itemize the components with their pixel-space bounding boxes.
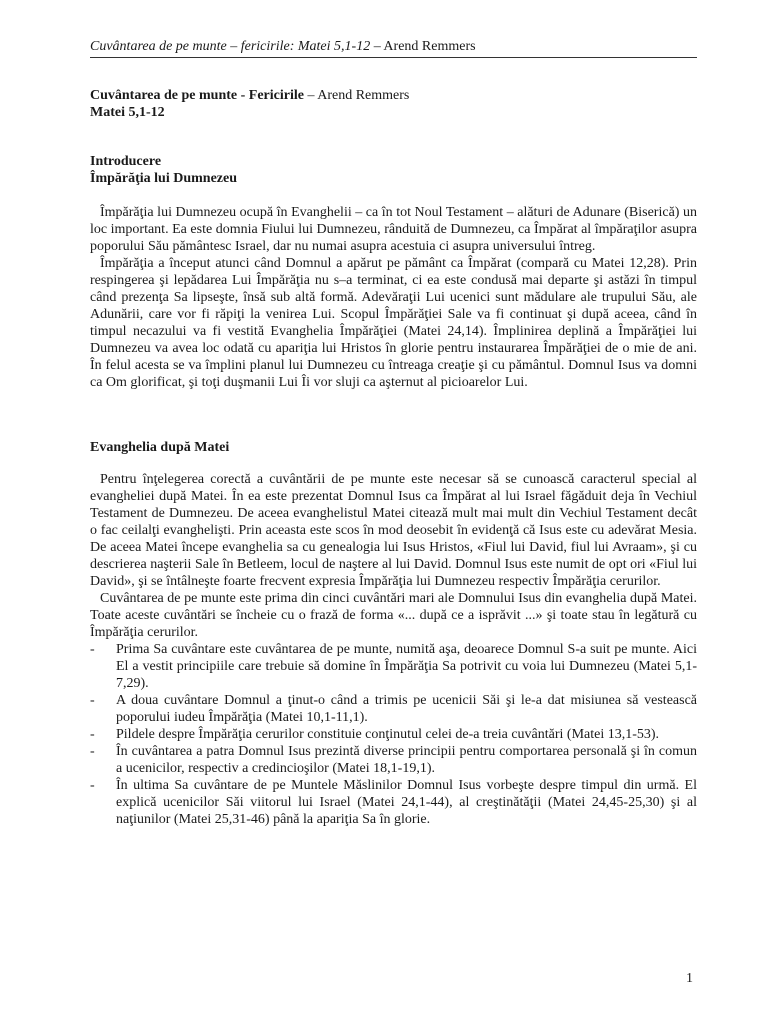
intro-heading: Introducere (90, 154, 162, 169)
running-header-author: – Arend Remmers (370, 39, 476, 54)
discourses-list (90, 641, 697, 828)
list-item: - Prima Sa cuvântare este cuvântarea de pe munte, numită aşa, deoarece Domnul S-a suit pe munte. Aici El a vestit principiile care trebuie să domine în Împărăţia Sa potrivit cu voia lui Dumnezeu (Matei 5,1-7,29). (90, 641, 697, 692)
page-number: 1 (686, 971, 693, 986)
intro-subheading: Împărăţia lui Dumnezeu (90, 171, 237, 186)
running-header (90, 38, 697, 58)
section-matthew (90, 471, 697, 828)
section-heading-matthew: Evanghelia după Matei (90, 440, 230, 455)
document-title-block (90, 87, 697, 121)
intro-headings (90, 153, 697, 187)
paragraph: Împărăţia a început atunci când Domnul a apărut pe pământ ca Împărat (compară cu Matei 12,28). Prin respingerea şi lepădarea Lui Împărăţia nu s–a terminat, ci ea este condusă mai departe şi astăzi în timpul când prezenţa Sa lipseşte, însă sub altă formă. Adevăraţii Lui ucenici sunt mădulare ale trupului Său, ale Adunării, care vor fi răpiţi la venirea Lui. Scopul Împărăţiei Sale va fi continuat şi după aceea, când în timpul necazului va fi vestită Evanghelia Împărăţiei (Matei 24,14). Împlinirea deplină a Împărăţiei lui Dumnezeu va avea loc odată cu apariţia lui Hristos în glorie pentru instaurarea Împărăţiei de o mie de ani. În felul acesta se va împlini planul lui Dumnezeu cu întreaga creaţie şi cu pământul. Domnul Isus va domni ca Om glorificat, şi toţi duşmanii Lui Îi vor sluji ca aşternut al picioarelor Lui. (90, 256, 697, 390)
document-title-line (90, 87, 697, 104)
list-item: - A doua cuvântare Domnul a ţinut-o când a trimis pe ucenicii Săi şi le-a dat misiunea să vestească poporului iudeu Împărăţia (Matei 10,1-11,1). (90, 692, 697, 726)
list-item: - În cuvântarea a patra Domnul Isus prezintă diverse principii pentru comportarea personală şi în comun a ucenicilor, respectiv a credincioşilor (Matei 18,1-19,1). (90, 743, 697, 777)
document-reference: Matei 5,1-12 (90, 105, 165, 120)
paragraph: Cuvântarea de pe munte este prima din cinci cuvântări mari ale Domnului Isus din evanghelia după Matei. Toate aceste cuvântări se încheie cu o frază de forma «... după ce a isprăvit ...» şi toate stau în legătură cu Împărăţia cerurilor. (90, 591, 697, 640)
document-title: Cuvântarea de pe munte - Fericirile (90, 88, 304, 103)
document-title-author: – Arend Remmers (303, 88, 410, 103)
list-item: - Pildele despre Împărăţia cerurilor constituie conţinutul celei de-a treia cuvântări (Matei 13,1-53). (90, 726, 697, 743)
section-kingdom (90, 204, 697, 391)
paragraph: Împărăţia lui Dumnezeu ocupă în Evanghelii – ca în tot Noul Testament – alături de Adunare (Biserică) un loc important. Ea este domnia Fiului lui Dumnezeu, rânduită de Dumnezeu, ca Împărat al împăraţilor asupra poporului Său pământesc Israel, dar nu numai asupra acestuia ci asupra universului întreg. (90, 205, 697, 254)
running-header-title: Cuvântarea de pe munte – fericirile: Matei 5,1-12 (90, 39, 371, 54)
list-item: - În ultima Sa cuvântare de pe Muntele Măslinilor Domnul Isus vorbeşte despre timpul din urmă. El explică ucenicilor Săi viitorul lui Israel (Matei 24,1-44), al creştinătăţii (Matei 24,45-25,30) şi al naţiunilor (Matei 25,31-46) până la apariţia Sa în glorie. (90, 777, 697, 828)
paragraph: Pentru înţelegerea corectă a cuvântării de pe munte este necesar să se cunoască caracterul special al evangheliei după Matei. În ea este prezentat Domnul Isus ca Împărat al lui Israel făgăduit deja în Vechiul Testament de Dumnezeu. De aceea evanghelistul Matei citează mult mai mult din Vechiul Testament decât o fac ceilalţi evanghelişti. Prin aceasta este scos în mod deosebit în evidenţă că Isus este cu adevărat Mesia. De aceea Matei începe evanghelia sa cu genealogia lui Isus Hristos, «Fiul lui David, fiul lui Avraam», şi cu descrierea naşterii Sale în Betleem, locul de naştere al lui David. Domnul Isus este numit de opt ori «Fiul lui David», şi se întâlneşte foarte frecvent expresia Împărăţia lui Dumnezeu respectiv Împărăţia cerurilor. (90, 472, 697, 589)
